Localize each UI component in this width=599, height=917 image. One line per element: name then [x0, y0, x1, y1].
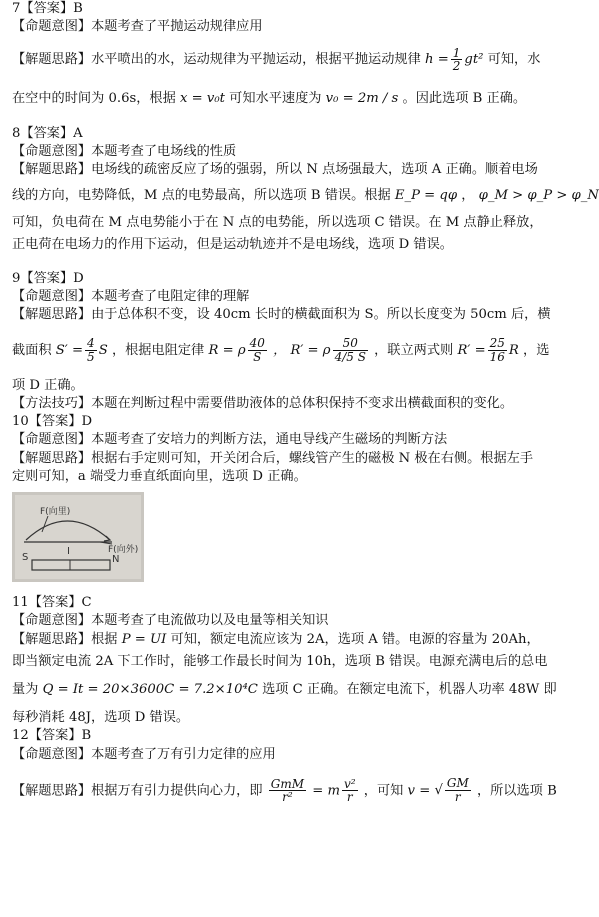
q12-idea-line1: 【解题思路】根据万有引力提供向心力，即 $\frac{\text{GmM}}{\text{r²}}$ = m $\frac{\text{v²}}{r}$ ，可知 v = √ $\frac{GM}{r}$ ，所以选项 B	[12, 768, 580, 815]
q11-idea-line3: 量为 Q = It = 20×3600C = 7.2×10⁴C 选项 C 正确。在额定电流下，机器人功率 48W 即	[12, 682, 557, 698]
q7-idea-line2: 在空中的时间为 0.6s，根据 x = v₀t 可知水平速度为 v₀ = 2m / s 。因此选项 B 正确。	[12, 91, 527, 107]
q11-idea-line4: 每秒消耗 48J，选项 D 错误。	[12, 710, 190, 726]
q7-answer: 7【答案】B	[12, 1, 83, 16]
square-root: √ $\frac{GM}{r}$	[434, 776, 469, 804]
figure-current: I	[67, 545, 70, 557]
fraction-half: $\frac{1}{2}$	[452, 45, 461, 74]
q9-idea-line1: 【解题思路】由于总体积不变，设 40cm 长时的横截面积为 S。所以长度变为 50cm 后，横	[12, 307, 551, 323]
q10-idea-line1: 【解题思路】根据右手定则可知，开关闭合后，螺线管产生的磁极 N 极在右侧。根据左手	[12, 450, 534, 466]
q8-answer: 8【答案】A	[12, 125, 83, 141]
q7-intent: 【命题意图】本题考查了平抛运动规律应用	[12, 19, 263, 35]
q11-idea-line2: 即当额定电流 2A 下工作时，能够工作最长时间为 10h，选项 B 错误。电源充满电后的总电	[12, 653, 548, 669]
q12-intent: 【命题意图】本题考查了万有引力定律的应用	[12, 746, 276, 762]
q9-intent: 【命题意图】本题考查了电阻定律的理解	[12, 289, 250, 305]
q11-intent: 【命题意图】本题考查了电流做功以及电量等相关知识	[12, 613, 329, 629]
q11-answer: 11【答案】C	[12, 595, 92, 611]
solenoid-sketch	[12, 492, 144, 582]
question-10	[12, 413, 580, 594]
question-9	[12, 270, 580, 413]
q8-idea-line3: 可知，负电荷在 M 点电势能小于在 N 点的电势能，所以选项 C 错误。在 M 点静止释放，	[12, 214, 543, 230]
question-12	[12, 727, 580, 814]
q12-answer: 12【答案】B	[12, 728, 92, 744]
figure-force-left: F(向里)	[40, 506, 71, 517]
q9-idea-line3: 项 D 正确。	[12, 377, 84, 393]
question-8	[12, 125, 599, 254]
q9-answer: 9【答案】D	[12, 270, 84, 286]
q11-idea-line1: 【解题思路】根据 P = UI 可知，额定电流应该为 2A，选项 A 错。电源的容量为 20Ah，	[12, 631, 540, 647]
q8-idea-line1: 【解题思路】电场线的疏密反应了场的强弱，所以 N 点场强最大，选项 A 正确。顺着电场	[12, 162, 538, 178]
question-11	[12, 594, 580, 727]
figure-pole-s: S	[22, 551, 29, 563]
figure-pole-n: N	[112, 553, 120, 565]
q10-idea-line2: 定则可知，a 端受力垂直纸面向里，选项 D 正确。	[12, 468, 307, 484]
question-7	[12, 0, 580, 109]
q7-idea-line1: 【解题思路】水平喷出的水，运动规律为平抛运动，根据平抛运动规律 h = $\frac{1}{2}$ gt² 可知，水	[12, 45, 541, 74]
q10-answer: 10【答案】D	[12, 414, 93, 430]
q9-idea-line2: 截面积 S′ = $\frac{4}{5}$ S ，根据电阻定律 R = ρ $\frac{40}{S}$ ， R′ = ρ $\frac{50}{4/5 S}$ ，联立两式则 R′ = $\frac{25}{16}$ R ，选	[12, 336, 550, 364]
q10-intent: 【命题意图】本题考查了安培力的判断方法，通电导线产生磁场的判断方法	[12, 432, 448, 448]
q8-idea-line4: 正电荷在电场力的作用下运动，但是运动轨迹并不是电场线，选项 D 错误。	[12, 236, 453, 252]
q9-tip: 【方法技巧】本题在判断过程中需要借助液体的总体积保持不变求出横截面积的变化。	[12, 395, 514, 411]
q8-idea-line2: 线的方向，电势降低，M 点的电势最高，所以选项 B 错误。根据 E_P = qφ ， φ_M > φ_P > φ_N	[12, 188, 599, 204]
q8-intent: 【命题意图】本题考查了电场线的性质	[12, 143, 237, 159]
figure-force-right: F(向外)	[108, 544, 139, 555]
